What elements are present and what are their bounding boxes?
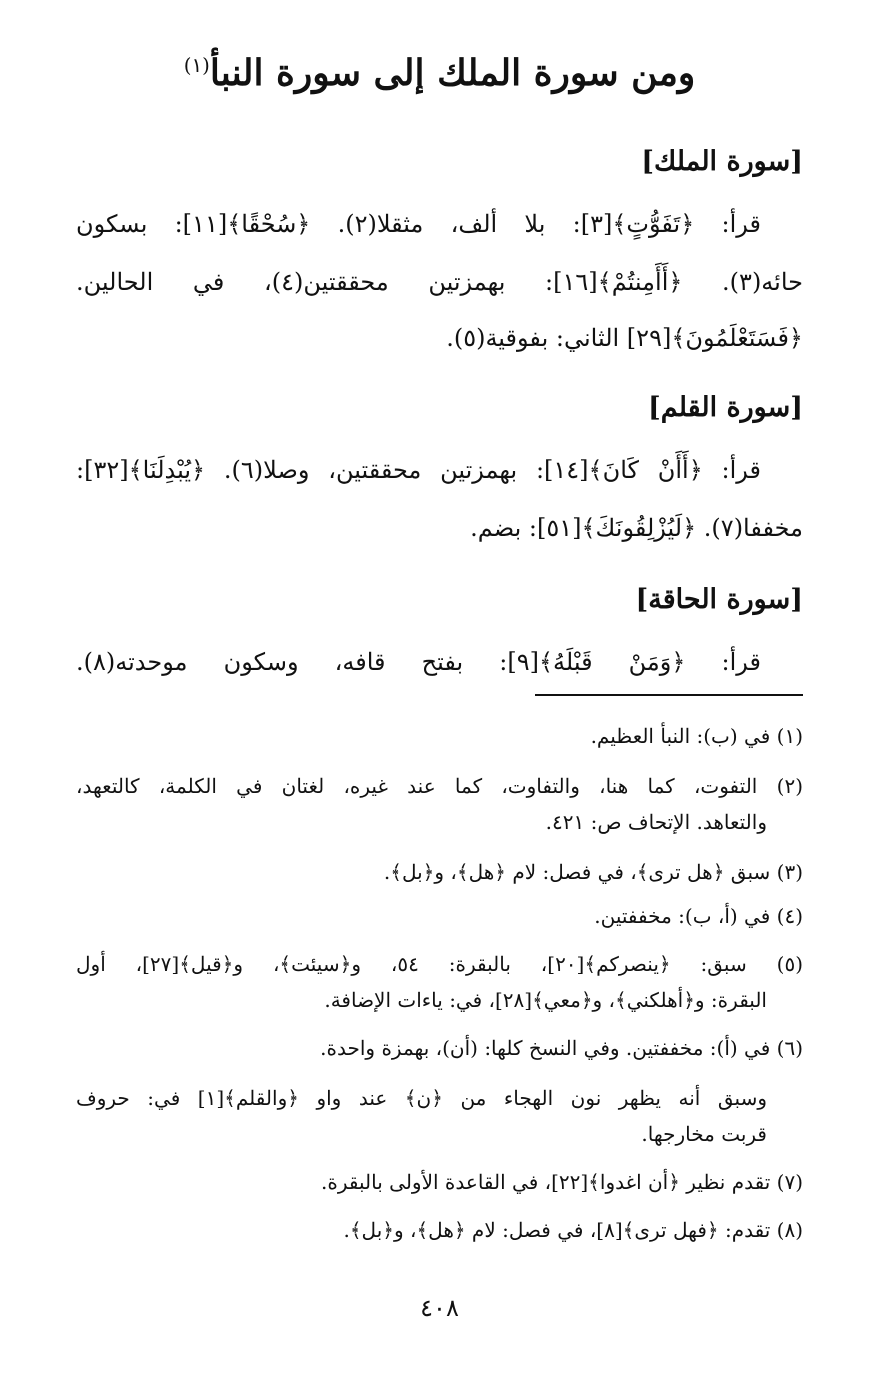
text-line: قرأ: ﴿تَفَوُّتٍ﴾[٣]: بلا ألف، مثقلا(٢). ﴿سُحْقًا﴾[١١]: بسكون: [76, 210, 761, 238]
footnote-continuation: وسبق أنه يظهر نون الهجاء من ﴿ن﴾ عند واو ﴿والقلم﴾[١] في: حروف: [76, 1086, 767, 1110]
footnote: (٦) في (أ): مخففتين. وفي النسخ كلها: (أن)، بهمزة واحدة.: [320, 1036, 803, 1060]
footnote-separator: [535, 694, 803, 696]
footnote: (٥) سبق: ﴿ينصركم﴾[٢٠]، بالبقرة: ٥٤، و﴿سيئت﴾، و﴿قيل﴾[٢٧]، أول: [76, 952, 803, 976]
page-title: [0, 48, 879, 98]
text-line: مخففا(٧). ﴿لَيُزْلِقُونَكَ﴾[٥١]: بضم.: [470, 514, 803, 542]
footnote: (٢) التفوت، كما هنا، والتفاوت، كما عند غيره، لغتان في الكلمة، كالتعهد،: [76, 774, 803, 798]
section-heading-mulk: [سورة الملك]: [641, 146, 803, 177]
footnote: (٣) سبق ﴿هل ترى﴾، في فصل: لام ﴿هل﴾، و﴿بل﴾.: [383, 860, 803, 884]
footnote-continuation: البقرة: و﴿أهلكني﴾، و﴿معي﴾[٢٨]، في: ياءات الإضافة.: [324, 988, 767, 1012]
section-heading-qalam: [سورة القلم]: [648, 392, 803, 423]
footnote: (٤) في (أ، ب): مخففتين.: [594, 904, 803, 928]
text-line: حائه(٣). ﴿أَأَمِنتُمْ﴾[١٦]: بهمزتين محققتين(٤)، في الحالين.: [76, 268, 803, 296]
section-heading-haqqa: [سورة الحاقة]: [635, 584, 803, 615]
text-line: قرأ: ﴿وَمَنْ قَبْلَهُ﴾[٩]: بفتح قافه، وسكون موحدته(٨).: [76, 648, 761, 676]
footnote: (٨) تقدم: ﴿فهل ترى﴾[٨]، في فصل: لام ﴿هل﴾، و﴿بل﴾.: [343, 1218, 803, 1242]
text-line: ﴿فَسَتَعْلَمُونَ﴾[٢٩] الثاني: بفوقية(٥).: [446, 324, 803, 352]
footnote-continuation: والتعاهد. الإتحاف ص: ٤٢١.: [545, 810, 767, 834]
page-number: ٤٠٨: [420, 1294, 459, 1322]
footnote: (٧) تقدم نظير ﴿أن اغدوا﴾[٢٢]، في القاعدة الأولى بالبقرة.: [321, 1170, 803, 1194]
title-footnote-ref: (١): [183, 54, 210, 77]
title-text: ومن سورة الملك إلى سورة النبأ: [209, 52, 696, 94]
footnote: (١) في (ب): النبأ العظيم.: [590, 724, 803, 748]
footnote-continuation: قربت مخارجها.: [641, 1122, 767, 1146]
text-line: قرأ: ﴿أَأَنْ كَانَ﴾[١٤]: بهمزتين محققتين، وصلا(٦). ﴿يُبْدِلَنَا﴾[٣٢]:: [76, 456, 762, 484]
